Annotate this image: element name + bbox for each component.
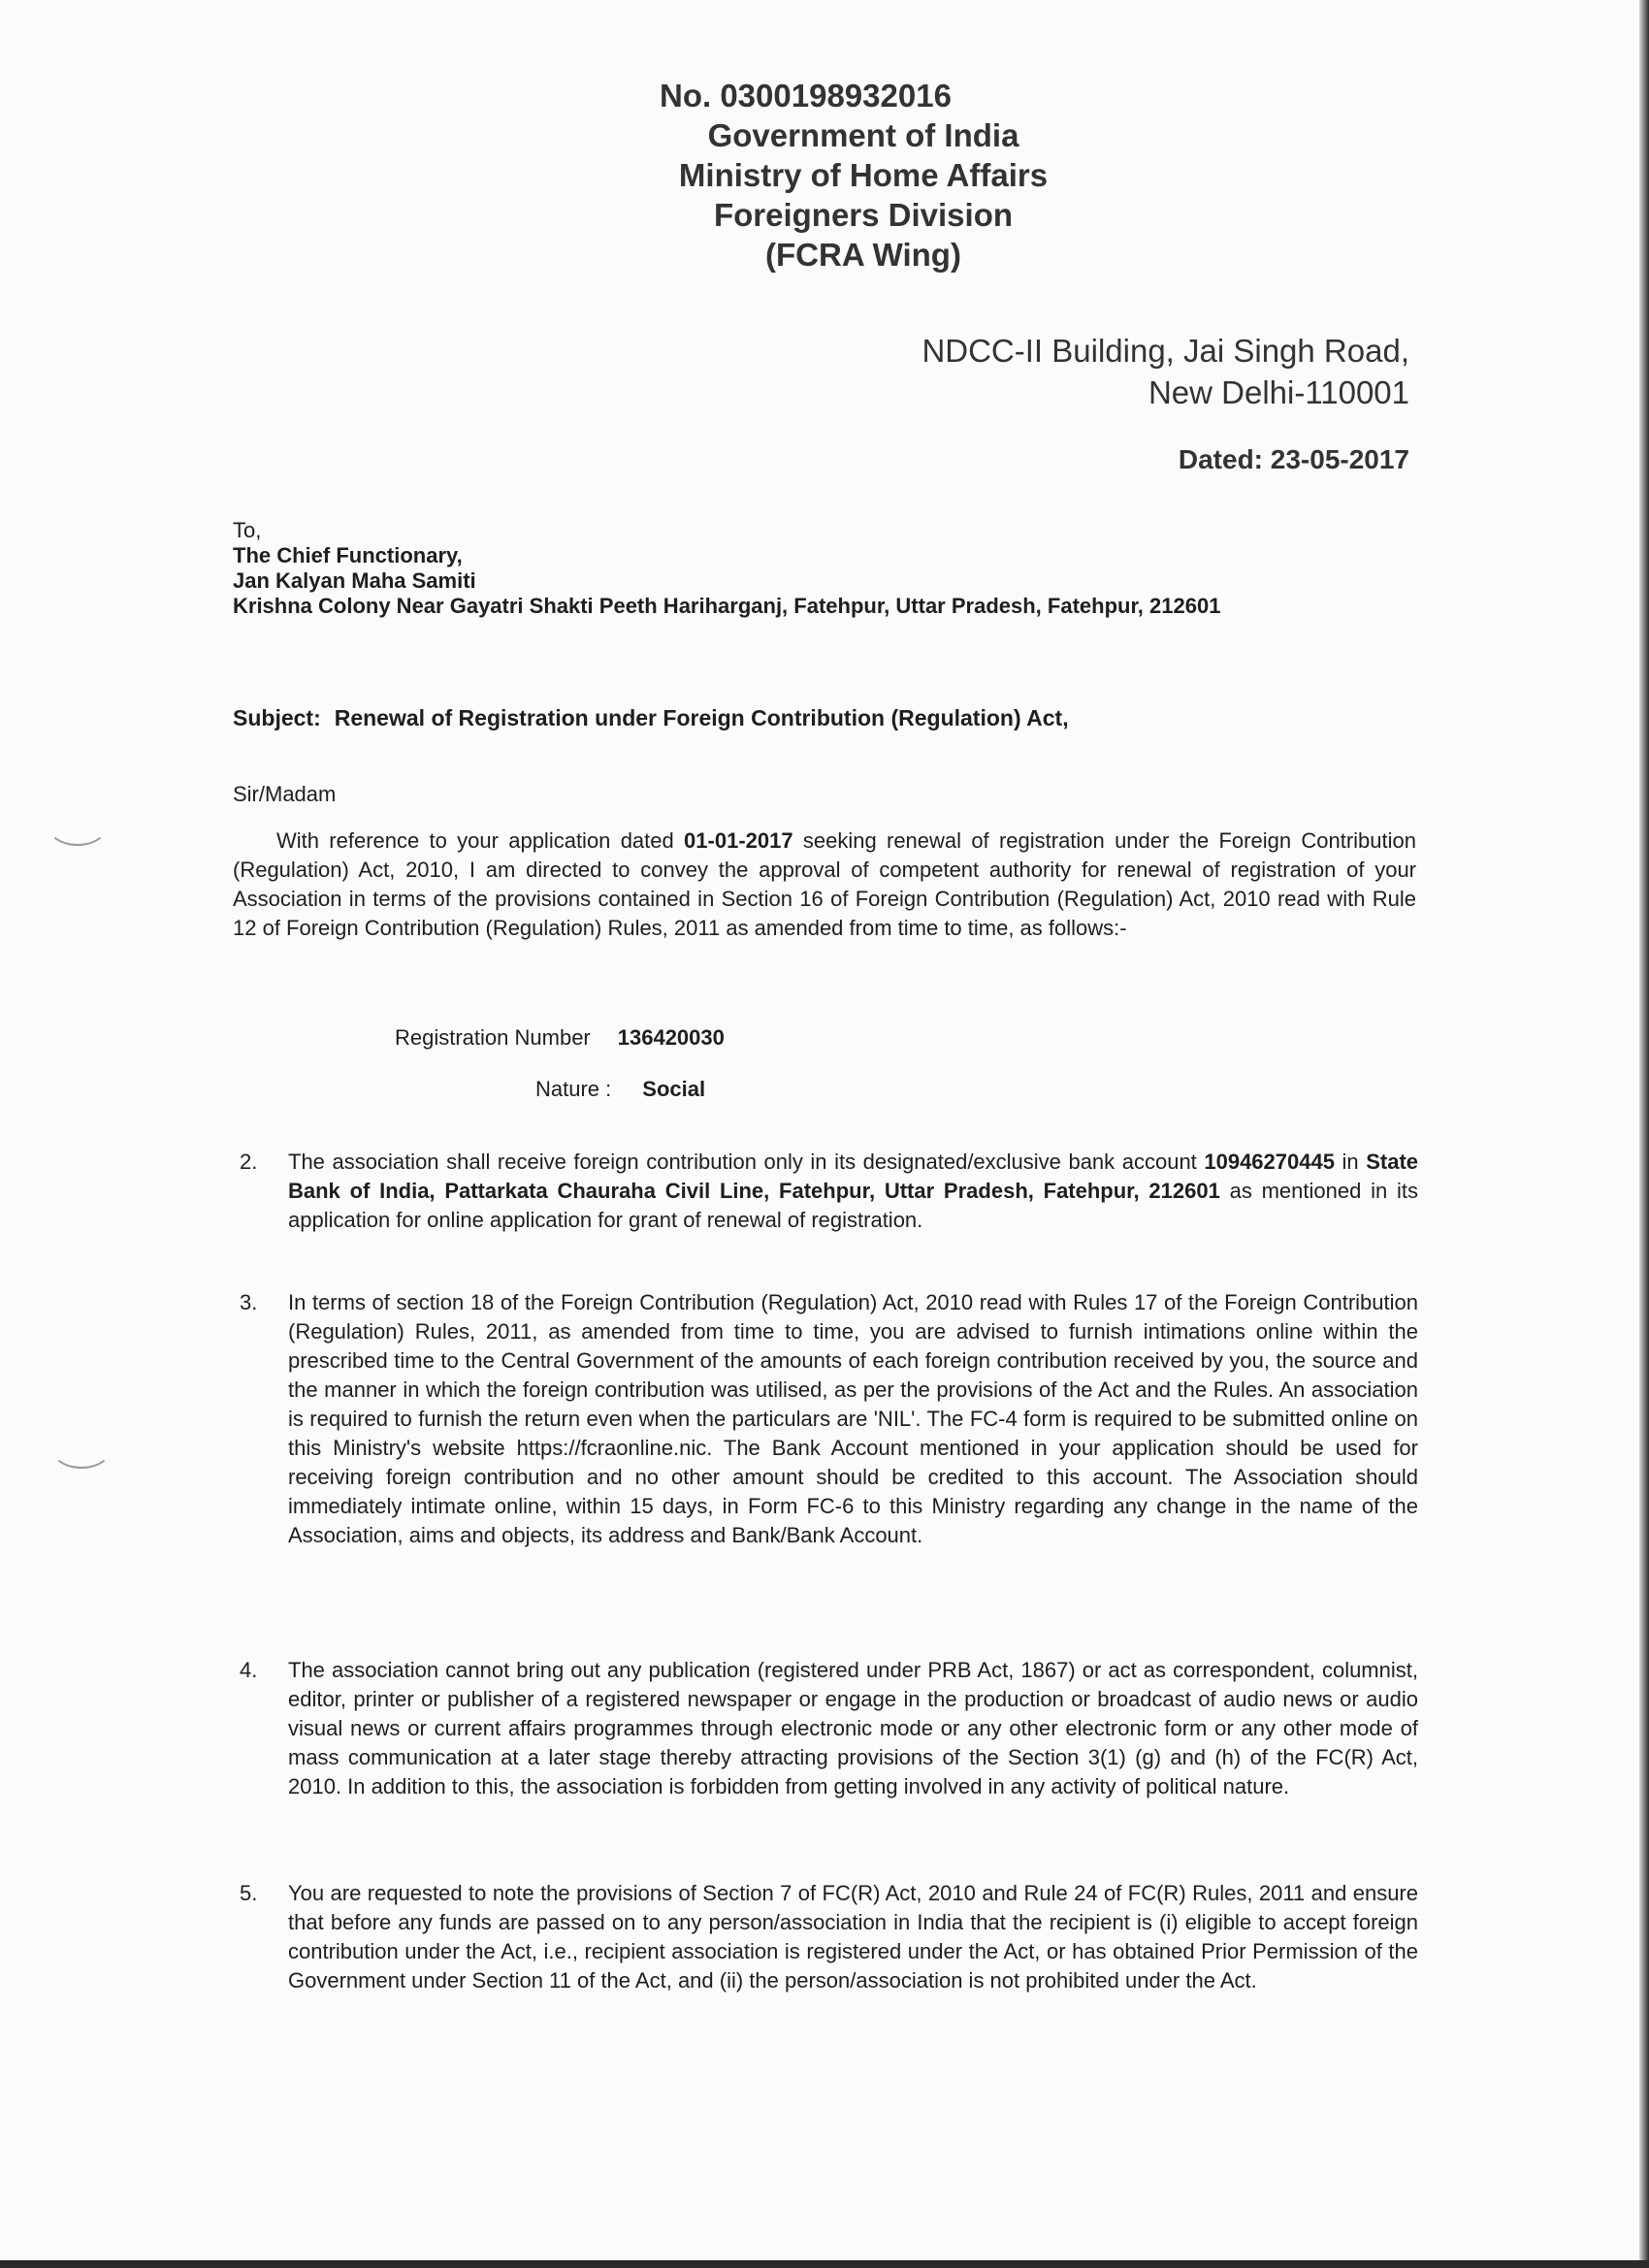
clause-number: 5. [240, 1881, 258, 1905]
recipient-functionary: The Chief Functionary, [233, 543, 463, 567]
punch-hole-mark [50, 1426, 113, 1469]
clause-4 [233, 1656, 1418, 1801]
letterhead-wing: (FCRA Wing) [765, 237, 961, 273]
salutation: Sir/Madam [233, 782, 337, 806]
recipient-address: Krishna Colony Near Gayatri Shakti Peeth Hariharganj, Fatehpur, Uttar Pradesh, Fatehpur, 212601 [233, 594, 1221, 618]
scan-edge-right [1639, 0, 1649, 2268]
letterhead-ministry: Ministry of Home Affairs [678, 157, 1049, 193]
clause-2-text-c: as mentioned in its application for online application for grant of renewal of registration. [288, 1179, 1418, 1232]
recipient-to: To, [233, 518, 262, 542]
punch-hole-mark [47, 803, 109, 846]
nature-label: Nature : [535, 1077, 612, 1101]
office-address [922, 330, 1409, 413]
clause-5 [233, 1879, 1418, 1995]
recipient-block [233, 518, 1220, 619]
subject-label: Subject: [233, 705, 321, 730]
paragraph-1-body: seeking renewal of registration under the Foreign Contribution (Regulation) Act, 2010, I am directed to convey the approval of competent authority for renewal of registration of your Association in terms of the provisions contained in Section 16 of Foreign Contribution (Regulation) Act, 2010 read with Rule 12 of Foreign Contribution (Regulation) Rules, 2011 as amended from time to time, as follows:- [233, 828, 1416, 940]
clause-text: The association cannot bring out any publication (registered under PRB Act, 1867) or act as correspondent, columnist, editor, printer or publisher of a registered newspaper or engage in the production or broadcast of audio news or audio visual news or current affairs programmes through electronic mode or any other electronic form or any other mode of mass communication at a later stage thereby attracting provisions of the Section 3(1) (g) and (h) of the FC(R) Act, 2010. In addition to this, the association is forbidden from getting involved in any activity of political nature. [288, 1658, 1418, 1798]
registration-number-label: Registration Number [395, 1025, 591, 1050]
subject-text: Renewal of Registration under Foreign Contribution (Regulation) Act, [334, 705, 1069, 730]
clause-2 [233, 1148, 1418, 1235]
bank-branch: State Bank of India, Pattarkata Chauraha Civil Line, Fatehpur, Uttar Pradesh, Fatehpur, 212601 [288, 1150, 1418, 1203]
office-address-line2: New Delhi-110001 [1148, 374, 1409, 410]
clause-text: You are requested to note the provisions of Section 7 of FC(R) Act, 2010 and Rule 24 of FC(R) Rules, 2011 and ensure that before any funds are passed on to any person/association in India that the recipient is (i) eligible to accept foreign contribution under the Act, i.e., recipient association is registered under the Act, or has obtained Prior Permission of the Government under Section 11 of the Act, and (ii) the person/association is not prohibited under the Act. [288, 1881, 1418, 1993]
clause-number: 4. [240, 1658, 258, 1682]
nature-value: Social [642, 1077, 706, 1101]
clause-number: 2. [240, 1150, 258, 1174]
recipient-name: Jan Kalyan Maha Samiti [233, 568, 476, 593]
clause-text [288, 1148, 1418, 1235]
letter-date: Dated: 23-05-2017 [1178, 444, 1409, 474]
bank-account-number: 10946270445 [1204, 1150, 1335, 1174]
letterhead-division: Foreigners Division [713, 197, 1014, 233]
registration-number-value: 136420030 [617, 1025, 725, 1050]
paragraph-1 [233, 826, 1416, 943]
letterhead-government: Government of India [707, 117, 1019, 153]
clause-number: 3. [240, 1290, 258, 1314]
nature-row [535, 1077, 705, 1102]
clause-2-text-b: in [1334, 1150, 1367, 1174]
scan-edge-bottom [0, 2260, 1649, 2268]
paragraph-1-intro: With reference to your application dated [276, 828, 685, 853]
letterhead [543, 76, 1183, 275]
subject-line [233, 705, 1069, 731]
registration-number-row [395, 1025, 725, 1051]
office-address-line1: NDCC-II Building, Jai Singh Road, [922, 333, 1409, 369]
clause-text: In terms of section 18 of the Foreign Contribution (Regulation) Act, 2010 read with Rules 17 of the Foreign Contribution (Regulation) Rules, 2011, as amended from time to time, you are advised to furnish intimations online within the prescribed time to the Central Government of the amounts of each foreign contribution received by you, the source and the manner in which the foreign contribution was utilised, as per the provisions of the Act and the Rules. An association is required to furnish the return even when the particulars are 'NIL'. The FC-4 form is required to be submitted online on this Ministry's website https://fcraonline.nic. The Bank Account mentioned in your application should be used for receiving foreign contribution and no other amount should be credited to this account. The Association should immediately intimate online, within 15 days, in Form FC-6 to this Ministry regarding any change in the name of the Association, aims and objects, its address and Bank/Bank Account. [288, 1290, 1418, 1547]
application-date: 01-01-2017 [684, 828, 793, 853]
clause-2-text-a: The association shall receive foreign contribution only in its designated/exclusive bank account [288, 1150, 1205, 1174]
file-number: No. 0300198932016 [660, 78, 952, 113]
clause-3 [233, 1288, 1418, 1550]
